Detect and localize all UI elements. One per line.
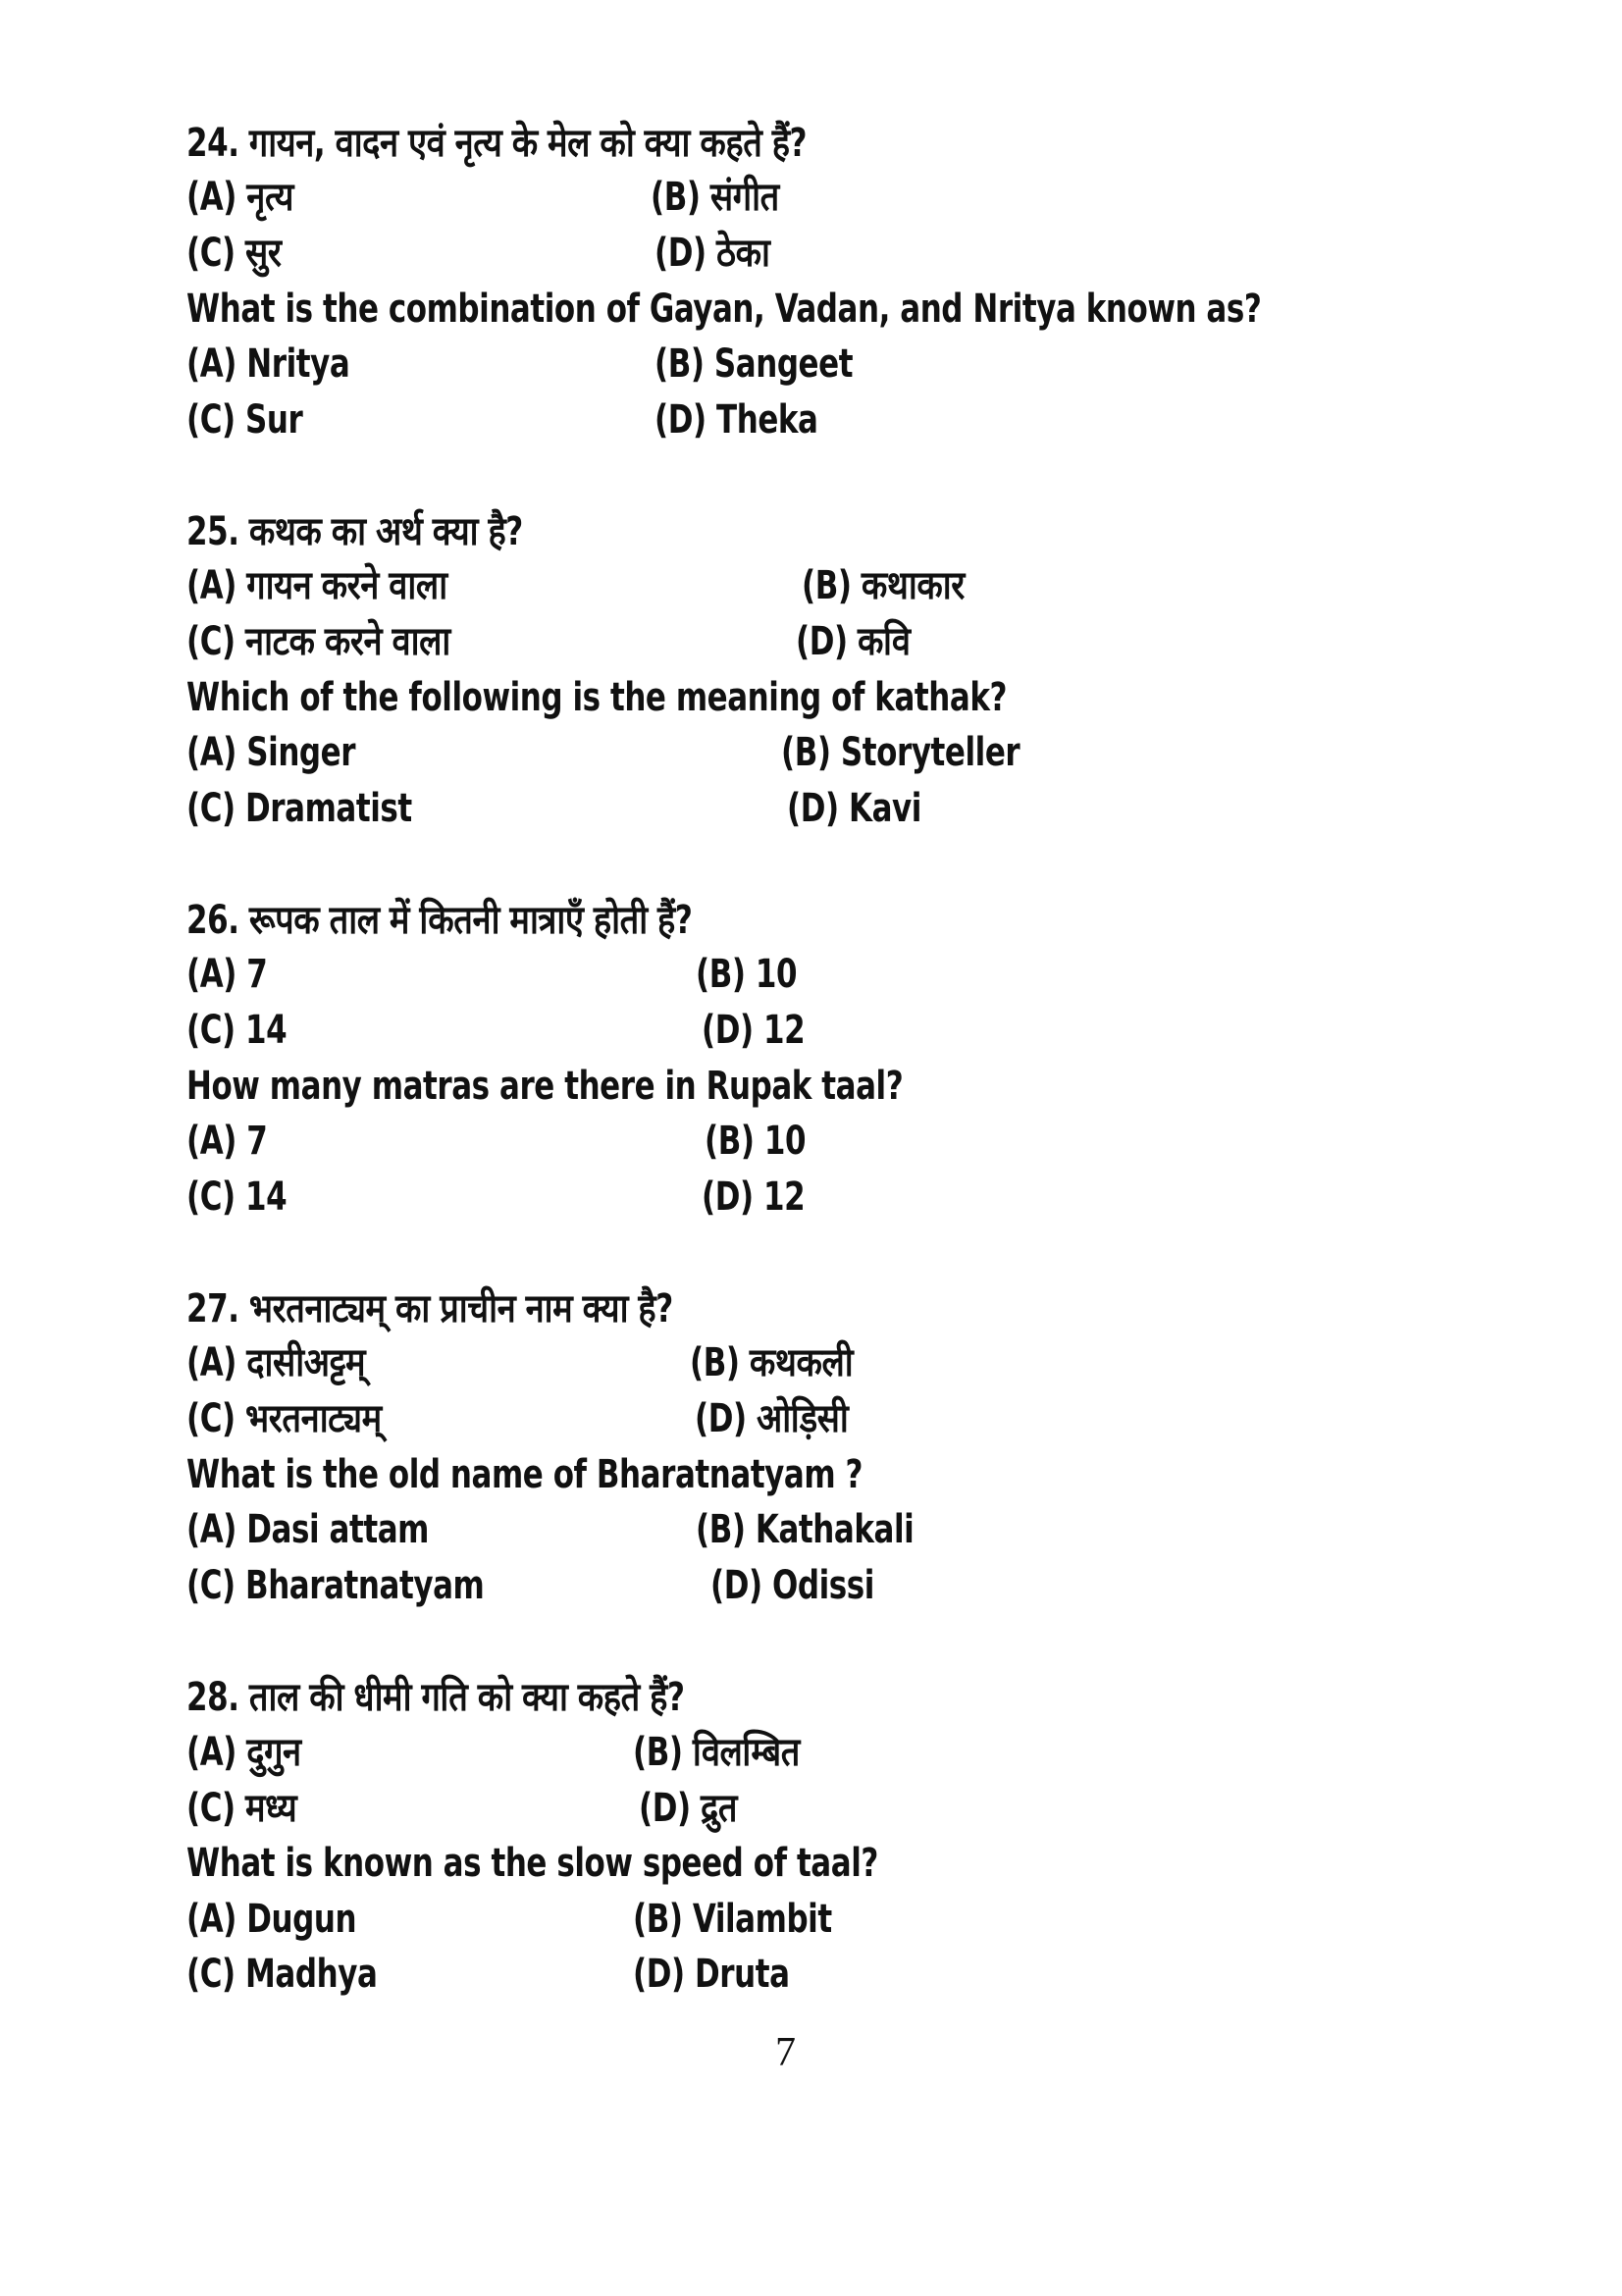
hindi-question: 27. भरतनाट्यम् का प्राचीन नाम क्या है? [186, 1286, 673, 1331]
english-option-c: (C) 14 [186, 1174, 288, 1220]
hindi-option-d: (D) द्रुत [639, 1786, 738, 1831]
english-option-b: (B) Kathakali [696, 1507, 915, 1552]
english-question: What is the old name of Bharatnatyam ? [186, 1452, 863, 1497]
hindi-option-d: (D) ठेका [654, 231, 770, 276]
hindi-option-b: (B) कथाकार [802, 563, 965, 608]
page-number: 7 [775, 2030, 796, 2075]
english-option-b: (B) Sangeet [654, 341, 854, 387]
english-question: What is the combination of Gayan, Vadan, and Nritya known as? [186, 287, 1262, 332]
english-option-a: (A) 7 [186, 1119, 268, 1164]
hindi-question: 25. कथक का अर्थ क्या है? [186, 509, 523, 554]
hindi-option-d: (D) 12 [702, 1008, 806, 1053]
hindi-question: 26. रूपक ताल में कितनी मात्राएँ होती हैं? [186, 898, 693, 943]
english-option-d: (D) 12 [702, 1174, 806, 1220]
english-option-d: (D) Odissi [710, 1563, 874, 1608]
english-option-c: (C) Bharatnatyam [186, 1563, 485, 1608]
english-question: How many matras are there in Rupak taal? [186, 1064, 904, 1109]
english-question: What is known as the slow speed of taal? [186, 1841, 878, 1886]
english-option-a: (A) Dugun [186, 1897, 357, 1942]
english-question: Which of the following is the meaning of kathak? [186, 675, 1008, 720]
english-option-d: (D) Theka [654, 397, 818, 443]
english-option-a: (A) Singer [186, 730, 356, 775]
hindi-option-b: (B) विलम्बित [633, 1730, 800, 1775]
hindi-option-a: (A) गायन करने वाला [186, 563, 447, 608]
hindi-option-b: (B) कथकली [690, 1340, 854, 1385]
hindi-question: 24. गायन, वादन एवं नृत्य के मेल को क्या कहते हैं? [186, 121, 808, 166]
hindi-option-a: (A) दुगुन [186, 1730, 301, 1775]
english-option-d: (D) Druta [633, 1952, 790, 1997]
hindi-option-c: (C) भरतनाट्यम् [186, 1396, 382, 1441]
hindi-option-b: (B) संगीत [651, 175, 779, 220]
english-option-a: (A) Dasi attam [186, 1507, 429, 1552]
english-option-d: (D) Kavi [787, 786, 921, 831]
english-option-c: (C) Madhya [186, 1952, 378, 1997]
hindi-option-b: (B) 10 [696, 952, 798, 997]
hindi-question: 28. ताल की धीमी गति को क्या कहते हैं? [186, 1675, 685, 1720]
english-option-b: (B) 10 [705, 1119, 807, 1164]
hindi-option-a: (A) दासीअट्टम् [186, 1340, 366, 1385]
english-option-c: (C) Dramatist [186, 786, 412, 831]
english-option-c: (C) Sur [186, 397, 303, 443]
hindi-option-c: (C) 14 [186, 1008, 288, 1053]
hindi-option-c: (C) मध्य [186, 1786, 297, 1831]
english-option-a: (A) Nritya [186, 341, 350, 387]
hindi-option-a: (A) नृत्य [186, 175, 294, 220]
hindi-option-d: (D) कवि [796, 619, 911, 664]
english-option-b: (B) Vilambit [633, 1897, 832, 1942]
hindi-option-d: (D) ओड़िसी [695, 1396, 849, 1441]
hindi-option-c: (C) नाटक करने वाला [186, 619, 450, 664]
english-option-b: (B) Storyteller [781, 730, 1020, 775]
hindi-option-a: (A) 7 [186, 952, 268, 997]
hindi-option-c: (C) सुर [186, 231, 282, 276]
